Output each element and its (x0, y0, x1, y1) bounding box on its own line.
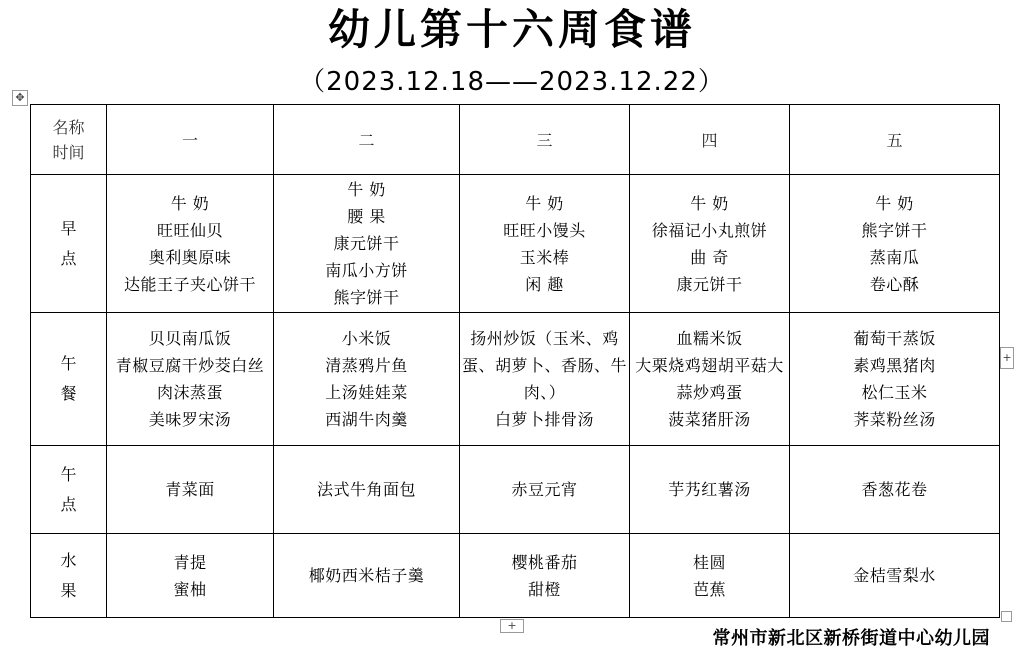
menu-item: 熊字饼干 (333, 288, 400, 307)
meal-label-lunch (31, 313, 107, 446)
day-header-thu: 四 (630, 105, 790, 175)
menu-item: 赤豆元宵 (511, 480, 578, 499)
meal-label-fruit (31, 534, 107, 618)
menu-item: 牛 奶 (170, 193, 210, 213)
table-header-row (31, 105, 1000, 175)
menu-item: 大栗烧鸡翅胡平菇大 (635, 356, 784, 375)
meal-label-breakfast (31, 175, 107, 313)
corner-label-name: 名称 (52, 117, 85, 137)
menu-item: 金桔雪梨水 (853, 566, 936, 585)
menu-item: 桂圆 (692, 552, 726, 572)
menu-item: 徐福记小丸煎饼 (651, 220, 768, 240)
menu-cell (460, 175, 630, 313)
meal-row-afternoon-snack (31, 446, 1000, 534)
meal-label-char: 午 (60, 464, 77, 484)
menu-item: 卷心酥 (869, 274, 920, 294)
meal-label-char: 点 (60, 248, 77, 268)
meal-row-breakfast (31, 175, 1000, 313)
weekly-menu-table (30, 104, 1000, 618)
menu-item: 牛 奶 (690, 193, 729, 213)
meal-row-lunch (31, 313, 1000, 446)
menu-item: 牛 奶 (875, 193, 914, 213)
menu-item: 青菜面 (165, 480, 215, 499)
menu-item: 旺旺小馒头 (503, 220, 586, 240)
menu-cell (107, 313, 274, 446)
menu-cell (460, 446, 630, 534)
menu-item: 蒸南瓜 (869, 247, 920, 267)
menu-item: 法式牛角面包 (316, 480, 416, 499)
menu-item: 葡萄干蒸饭 (853, 329, 936, 348)
day-header-fri: 五 (790, 105, 1000, 175)
menu-cell (630, 313, 790, 446)
meal-label-char: 果 (60, 580, 77, 600)
menu-item: 美味罗宋汤 (148, 410, 232, 429)
table-resize-handle-icon[interactable] (1001, 611, 1012, 622)
menu-item: 扬州炒饭（玉米、鸡 (470, 329, 619, 348)
meal-label-char: 餐 (60, 384, 77, 403)
menu-item: 蜜柚 (173, 579, 207, 599)
menu-cell (107, 446, 274, 534)
page-title: 幼儿第十六周食谱 (327, 5, 696, 54)
menu-cell (107, 175, 274, 313)
menu-item: 康元饼干 (676, 274, 743, 294)
menu-item: 牛 奶 (347, 180, 386, 199)
menu-item: 贝贝南瓜饭 (148, 329, 232, 348)
menu-item: 青提 (173, 552, 207, 572)
menu-item: 甜橙 (527, 579, 561, 599)
corner-label-time: 时间 (52, 142, 85, 162)
menu-cell (460, 534, 630, 618)
menu-item: 青椒豆腐干炒茭白丝 (115, 356, 265, 375)
menu-item: 松仁玉米 (861, 383, 928, 402)
menu-cell (790, 534, 1000, 618)
menu-item: 蒜炒鸡蛋 (676, 383, 743, 402)
day-header-wed: 三 (460, 105, 630, 175)
menu-cell (630, 446, 790, 534)
menu-item: 芭蕉 (692, 579, 726, 599)
day-header-tue: 二 (274, 105, 460, 175)
menu-item: 菠菜猪肝汤 (668, 410, 751, 429)
menu-item: 芋艿红薯汤 (668, 480, 751, 499)
menu-item: 康元饼干 (333, 234, 400, 253)
menu-cell (790, 313, 1000, 446)
menu-item: 白萝卜排骨汤 (494, 410, 594, 429)
table-move-handle-icon[interactable]: ✥ (12, 90, 28, 106)
meal-label-char: 点 (60, 494, 77, 514)
menu-item: 奥利奥原味 (148, 247, 232, 267)
menu-cell (274, 446, 460, 534)
menu-item: 椰奶西米桔子羹 (308, 566, 425, 585)
menu-item: 小米饭 (341, 329, 392, 348)
menu-item: 樱桃番茄 (511, 552, 578, 572)
menu-item: 上汤娃娃菜 (325, 383, 408, 402)
add-column-plus-icon[interactable]: + (1000, 347, 1014, 369)
meal-label-afternoon-snack (31, 446, 107, 534)
menu-item: 肉、） (523, 383, 566, 402)
meal-label-char: 午 (60, 354, 77, 373)
menu-cell (630, 534, 790, 618)
menu-item: 肉沫蒸蛋 (156, 383, 223, 402)
menu-cell (274, 313, 460, 446)
menu-cell (790, 175, 1000, 313)
day-header-mon: 一 (107, 105, 274, 175)
menu-item: 牛 奶 (525, 193, 564, 213)
menu-item: 西湖牛肉羹 (325, 410, 408, 429)
menu-cell (630, 175, 790, 313)
menu-item: 旺旺仙贝 (156, 220, 223, 240)
menu-item: 血糯米饭 (676, 329, 743, 348)
menu-item: 素鸡黑猪肉 (853, 356, 936, 375)
menu-item: 蛋、胡萝卜、香肠、牛 (461, 356, 627, 375)
add-row-plus-icon[interactable]: + (500, 619, 524, 633)
menu-item: 曲 奇 (690, 247, 729, 267)
menu-item: 熊字饼干 (861, 220, 928, 240)
menu-cell (107, 534, 274, 618)
menu-cell (790, 446, 1000, 534)
corner-header-cell (31, 105, 107, 175)
meal-label-char: 水 (60, 550, 77, 570)
menu-item: 达能王子夹心饼干 (123, 274, 256, 294)
menu-item: 香葱花卷 (861, 480, 928, 499)
menu-item: 腰 果 (347, 207, 386, 226)
school-name-footer: 常州市新北区新桥街道中心幼儿园 (712, 628, 990, 649)
date-range-subtitle: （2023.12.18——2023.12.22） (299, 67, 725, 97)
menu-item: 南瓜小方饼 (325, 261, 408, 280)
menu-item: 荠菜粉丝汤 (853, 410, 936, 429)
menu-cell (274, 534, 460, 618)
menu-item: 玉米棒 (519, 247, 570, 267)
meal-row-fruit (31, 534, 1000, 618)
menu-cell (274, 175, 460, 313)
menu-cell (460, 313, 630, 446)
menu-item: 清蒸鸦片鱼 (325, 356, 408, 375)
meal-label-char: 早 (60, 218, 77, 238)
menu-item: 闲 趣 (525, 274, 564, 294)
